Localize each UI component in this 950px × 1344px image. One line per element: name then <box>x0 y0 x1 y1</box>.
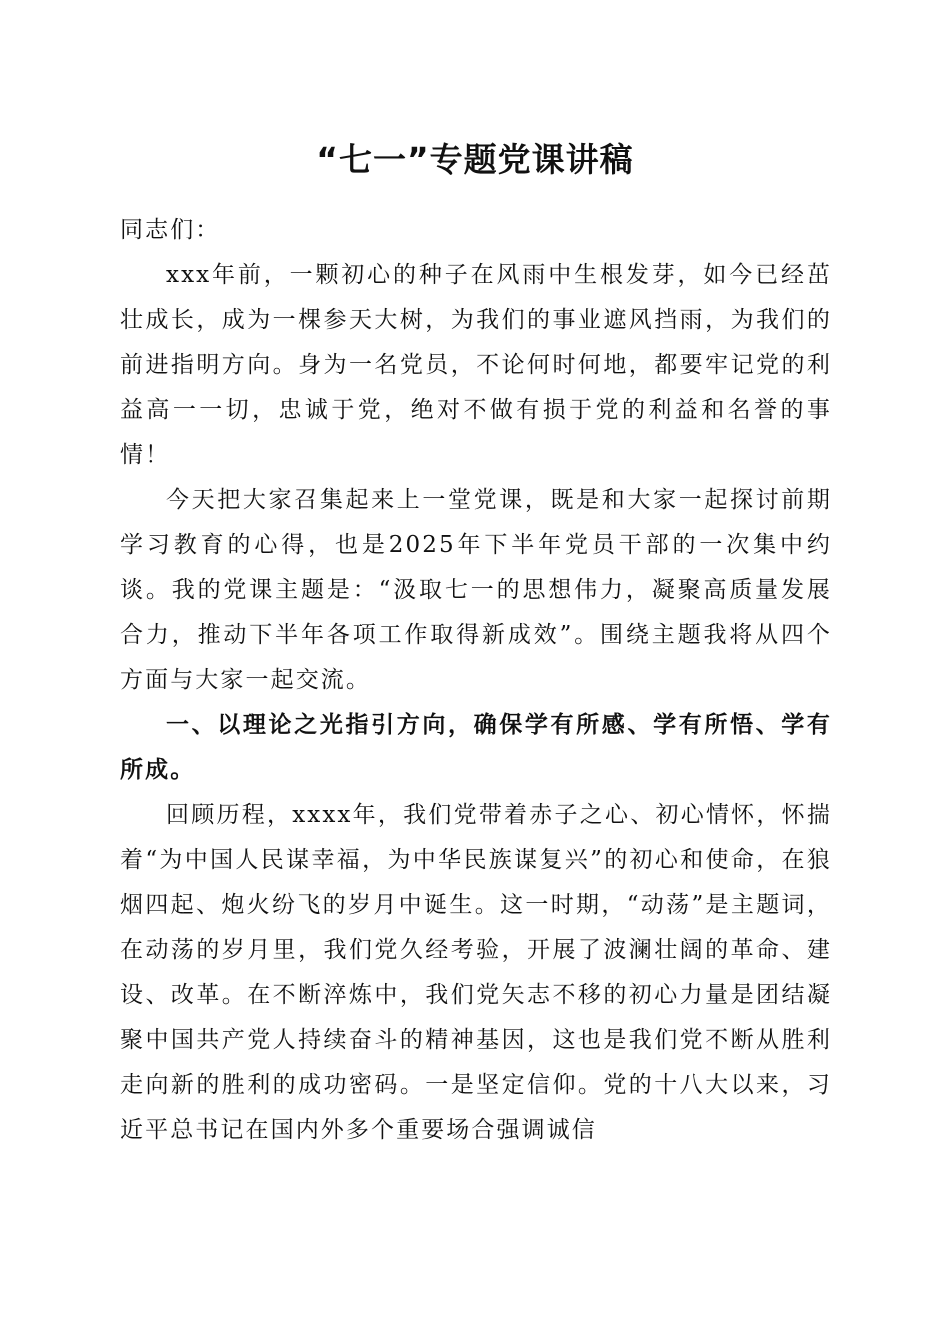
paragraph-theme: 今天把大家召集起来上一堂党课，既是和大家一起探讨前期学习教育的心得，也是2025年下半年党员干部的一次集中约谈。我的党课主题是：“汲取七一的思想伟力，凝聚高质量发展合力，推动下半年各项工作取得新成效”。围绕主题我将从四个方面与大家一起交流。 <box>120 487 832 693</box>
document-title: “七一”专题党课讲稿 <box>316 140 634 179</box>
section-heading-one: 一、以理论之光指引方向，确保学有所感、学有所悟、学有所成。 <box>120 712 832 783</box>
paragraph-history: 回顾历程，xxxx年，我们党带着赤子之心、初心情怀，怀揣着“为中国人民谋幸福，为中华民族谋复兴”的初心和使命，在狼烟四起、炮火纷飞的岁月中诞生。这一时期，“动荡”是主题词，在动荡的岁月里，我们党久经考验，开展了波澜壮阔的革命、建设、改革。在不断淬炼中，我们党矢志不移的初心力量是团结凝聚中国共产党人持续奋斗的精神基因，这也是我们党不断从胜利走向新的胜利的成功密码。一是坚定信仰。党的十八大以来，习近平总书记在国内外多个重要场合强调诚信 <box>120 802 832 1143</box>
document-body <box>120 208 832 1153</box>
paragraph-intro: xxx年前，一颗初心的种子在风雨中生根发芽，如今已经茁壮成长，成为一棵参天大树，为我们的事业遮风挡雨，为我们的前进指明方向。身为一名党员，不论何时何地，都要牢记党的利益高一一切，忠诚于党，绝对不做有损于党的利益和名誉的事情！ <box>120 262 832 468</box>
salutation: 同志们： <box>120 217 221 243</box>
